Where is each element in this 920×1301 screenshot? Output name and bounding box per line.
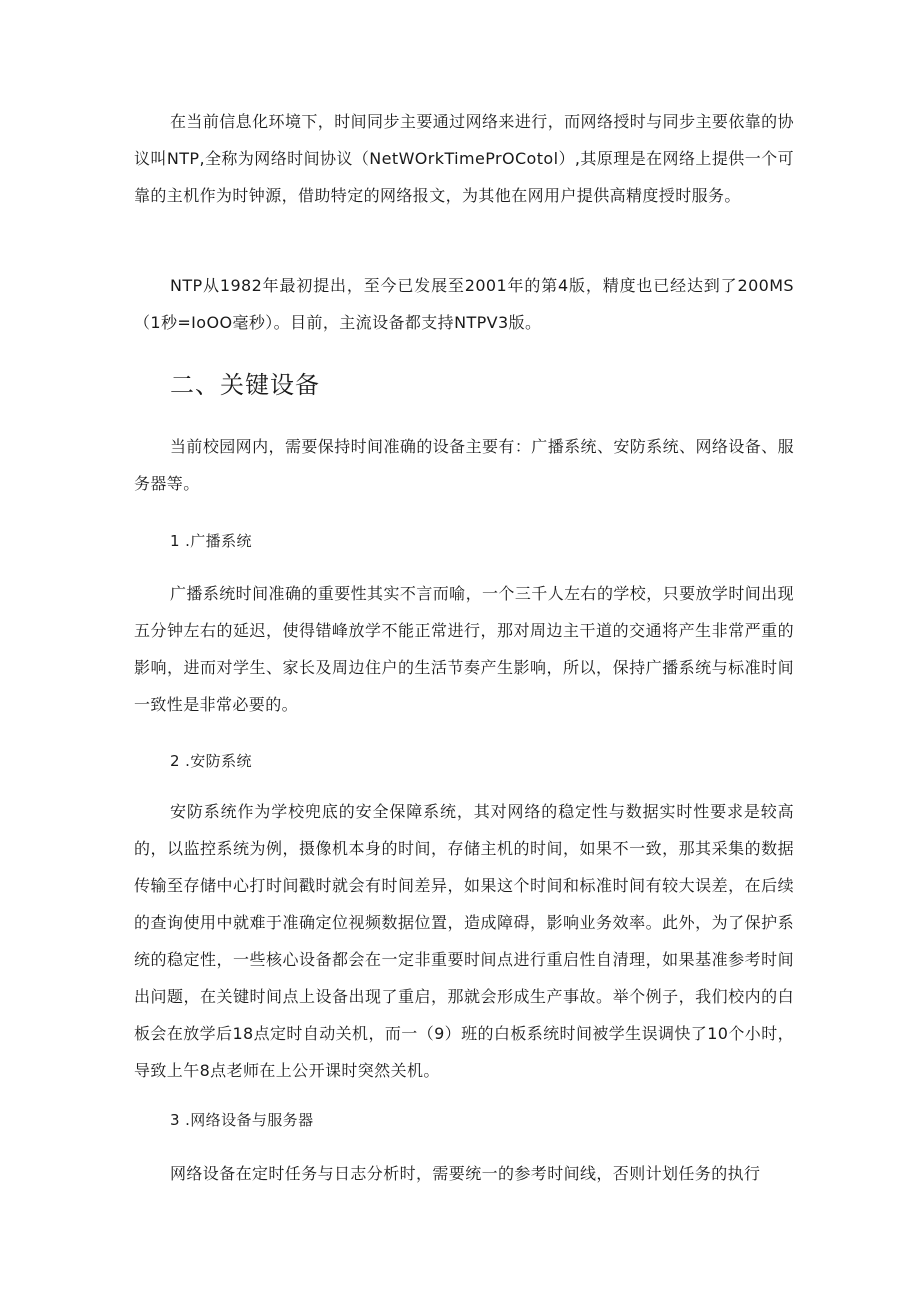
paragraph-ntp-intro: 在当前信息化环境下，时间同步主要通过网络来进行，而网络授时与同步主要依靠的协议叫NTP,全称为网络时间协议（NetWOrkTimePrOCotol）,其原理是在网络上提供一个可靠的主机作为时钟源，借助特定的网络报文，为其他在网用户提供高精度授时服务。 <box>134 112 794 205</box>
subheading-broadcast-system: 1 .广播系统 <box>170 532 252 550</box>
subheading-network-devices: 3 .网络设备与服务器 <box>170 1111 314 1129</box>
paragraph-broadcast-system: 广播系统时间准确的重要性其实不言而喻，一个三千人左右的学校，只要放学时间出现五分钟左右的延迟，使得错峰放学不能正常进行，那对周边主干道的交通将产生非常严重的影响，进而对学生、家长及周边住户的生活节奏产生影响，所以，保持广播系统与标准时间一致性是非常必要的。 <box>134 584 794 714</box>
paragraph-network-devices: 网络设备在定时任务与日志分析时，需要统一的参考时间线，否则计划任务的执行 <box>170 1164 761 1183</box>
paragraph-key-devices: 当前校园网内，需要保持时间准确的设备主要有：广播系统、安防系统、网络设备、服务器等。 <box>134 437 794 493</box>
subheading-security-system: 2 .安防系统 <box>170 752 252 770</box>
paragraph-ntp-history: NTP从1982年最初提出，至今已发展至2001年的第4版，精度也已经达到了200MS（1秒=IoOO毫秒）。目前，主流设备都支持NTPV3版。 <box>134 276 794 332</box>
section-heading-key-devices: 二、关键设备 <box>170 371 320 399</box>
paragraph-security-system: 安防系统作为学校兜底的安全保障系统，其对网络的稳定性与数据实时性要求是较高的，以监控系统为例，摄像机本身的时间，存储主机的时间，如果不一致，那其采集的数据传输至存储中心打时间戳时就会有时间差异，如果这个时间和标准时间有较大误差，在后续的查询使用中就难于准确定位视频数据位置，造成障碍，影响业务效率。此外，为了保护系统的稳定性，一些核心设备都会在一定非重要时间点进行重启性自清理，如果基准参考时间出问题，在关键时间点上设备出现了重启，那就会形成生产事故。举个例子，我们校内的白板会在放学后18点定时自动关机，而一（9）班的白板系统时间被学生误调快了10个小时，导致上午8点老师在上公开课时突然关机。 <box>134 802 794 1080</box>
